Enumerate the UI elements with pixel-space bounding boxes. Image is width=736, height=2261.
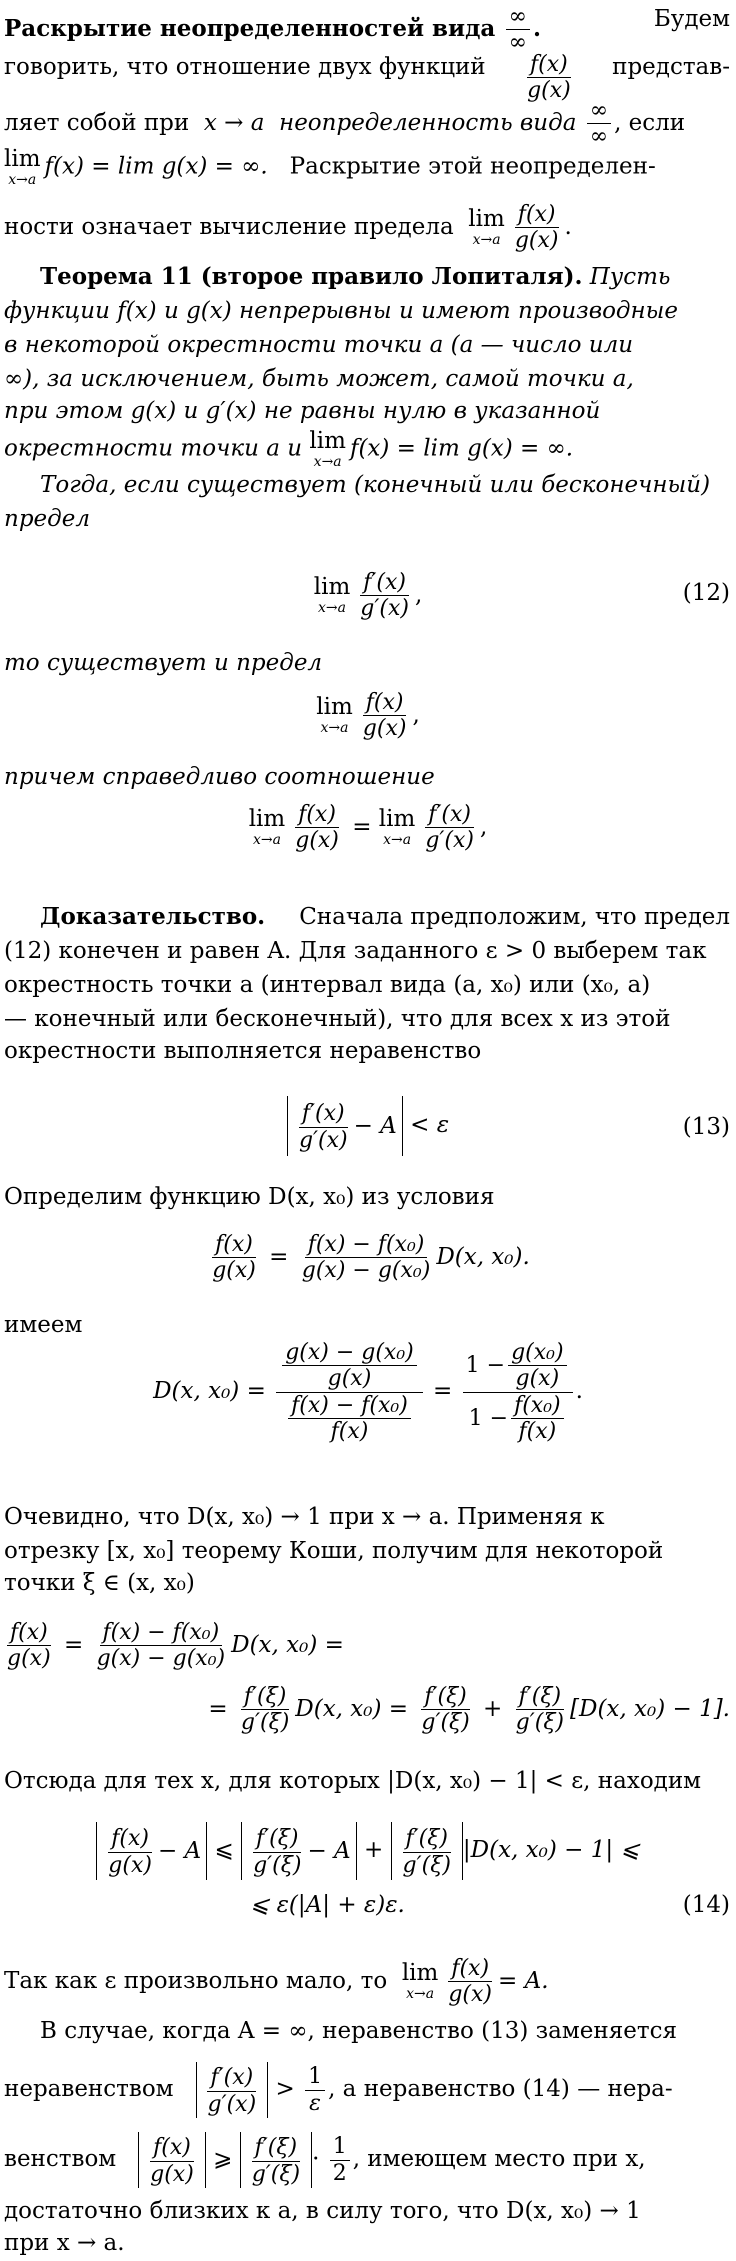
proof-line-2: (12) конечен и равен A. Для заданного ε > 0 выберем так xyxy=(4,938,707,964)
equation-number: (12) xyxy=(682,580,730,606)
proof-line-10: точки ξ ∈ (x, x₀) xyxy=(4,1570,195,1596)
theorem-line-2: функции f(x) и g(x) непрерывны и имеют производные xyxy=(4,298,679,324)
proof-line-4: — конечный или бесконечный), что для всех x из этой xyxy=(4,1006,671,1032)
proof-line-15: венством $\frac{f(x)}{g(x)}$ ⩾ $\frac{f'(\xi)}{g'(\xi)}$ · $\frac{1}{2}$ , имеющем место при x, xyxy=(4,2132,730,2188)
limit-fg: lim x→a $\frac{f(x)}{g(x)}$ , xyxy=(316,690,420,742)
section-line-1: Раскрытие неопределенностей вида $\frac{\infty}{\infty}$ . Будем xyxy=(4,4,730,56)
equation-cauchy-1: $\frac{f(x)}{g(x)}$ = $\frac{\text{f(x) − f(x₀)}}{\text{g(x) − g(x₀)}}$ D(x, x₀) = xyxy=(7,1620,344,1672)
theorem-line-8: предел xyxy=(4,506,90,532)
proof-line-3: окрестность точки a (интервал вида (a, x₀) или (x₀, a) xyxy=(4,972,651,998)
equation-D-def: $\frac{f(x)}{g(x)}$ = $\frac{\text{f(x) − f(x₀)}}{\text{g(x) − g(x₀)}}$ D(x, x₀). xyxy=(212,1232,530,1284)
equation-14-a: $\frac{f(x)}{g(x)}$ − A ⩽ $\frac{f'(\xi)}{g'(\xi)}$ − A + $\frac{f'(\xi)}{g'(\xi)}$ |D(x, x₀) − 1| ⩽ xyxy=(0,1822,736,1880)
equation-14-number: (14) xyxy=(682,1892,730,1918)
proof-line-13: В случае, когда A = ∞, неравенство (13) заменяется xyxy=(40,2018,677,2044)
proof-line-14: неравенством $\frac{f'(x)}{g'(x)}$ > $\frac{1}{\varepsilon}$ , а неравенство (14) — нера- xyxy=(4,2062,730,2118)
section-text: Будем xyxy=(653,6,730,32)
section-heading: Раскрытие неопределенностей вида xyxy=(4,14,496,42)
proof-line-12: Так как ε произвольно мало, то lim x→a $\frac{f(x)}{g(x)}$ = A. xyxy=(4,1956,549,2008)
fraction: $\frac{f(x)}{g(x)}$ xyxy=(527,52,571,104)
proof-line-6: Определим функцию D(x, x₀) из условия xyxy=(4,1184,495,1210)
equation-D: D(x, x₀) = $\frac{\frac{\text{g(x) − g(x₀)}}{g(x)}}{\frac{\text{f(x) − f(x₀)}}{f(x)}}$ = 1 − $\frac{\text{g(x₀)}}{g(x)}$ 1 − $\frac{\text{f(x₀)}}{f(x)}$ . xyxy=(153,1340,583,1444)
heading-fraction: $\frac{\infty}{\infty}$ xyxy=(506,4,530,56)
section-line-4: lim x→a f(x) = lim g(x) = ∞. Раскрытие этой неопределен- xyxy=(4,146,656,188)
section-line-5: ности означает вычисление предела lim x→a $\frac{f(x)}{g(x)}$ . xyxy=(4,202,572,254)
theorem-line-7: Тогда, если существует (конечный или бесконечный) xyxy=(40,472,711,498)
proof-line-8: Очевидно, что D(x, x₀) → 1 при x → a. Применяя к xyxy=(4,1504,605,1530)
proof-title: Доказательство. xyxy=(40,903,266,930)
proof-line-16: достаточно близких к a, в силу того, что D(x, x₀) → 1 xyxy=(4,2198,641,2224)
proof-line-7: имеем xyxy=(4,1312,83,1338)
proof-line-11: Отсюда для тех x, для которых |D(x, x₀) − 1| < ε, находим xyxy=(4,1768,702,1794)
lhopital-relation: lim x→a $\frac{f(x)}{g(x)}$ = lim x→a $\frac{f'(x)}{g'(x)}$ , xyxy=(248,802,488,854)
theorem-line-6: окрестности точки a и lim x→a f(x) = lim g(x) = ∞. xyxy=(4,428,574,470)
proof-line-9: отрезку [x, x₀] теорему Коши, получим для некоторой xyxy=(4,1538,664,1564)
theorem-title: Теорема 11 (второе правило Лопиталя). xyxy=(40,263,583,290)
section-line-2: говорить, что отношение двух функций $\frac{f(x)}{g(x)}$ представ- xyxy=(4,52,730,104)
theorem-line-3: в некоторой окрестности точки a (a — число или xyxy=(4,332,634,358)
equation-cauchy-2: = $\frac{f'(\xi)}{g'(\xi)}$ D(x, x₀) = $\frac{f'(\xi)}{g'(\xi)}$ + $\frac{f'(\xi)}{g'(\xi)}$ [D(x, x₀) − 1]. xyxy=(208,1684,730,1736)
theorem-line-10: причем справедливо соотношение xyxy=(4,764,435,790)
proof-line-1: Доказательство. Сначала предположим, что предел xyxy=(40,903,730,930)
theorem-line-5: при этом g(x) и g′(x) не равны нулю в указанной xyxy=(4,398,601,424)
equation-13: $\frac{f'(x)}{g'(x)}$ − A < ε (13) xyxy=(0,1096,736,1156)
theorem-line-1: Теорема 11 (второе правило Лопиталя). Пусть xyxy=(40,263,671,290)
section-line-3: ляет собой при x → a неопределенность вида $\frac{\infty}{\infty}$ , если xyxy=(4,98,686,150)
theorem-line-4: ∞), за исключением, быть может, самой точки a, xyxy=(4,366,634,392)
equation-14-b: ⩽ ε(|A| + ε)ε. xyxy=(250,1892,405,1918)
theorem-line-9: то существует и предел xyxy=(4,650,323,676)
proof-line-17: при x → a. xyxy=(4,2230,125,2256)
proof-line-5: окрестности выполняется неравенство xyxy=(4,1038,482,1064)
equation-12: lim x→a $\frac{f'(x)}{g'(x)}$ , (12) xyxy=(313,570,730,622)
